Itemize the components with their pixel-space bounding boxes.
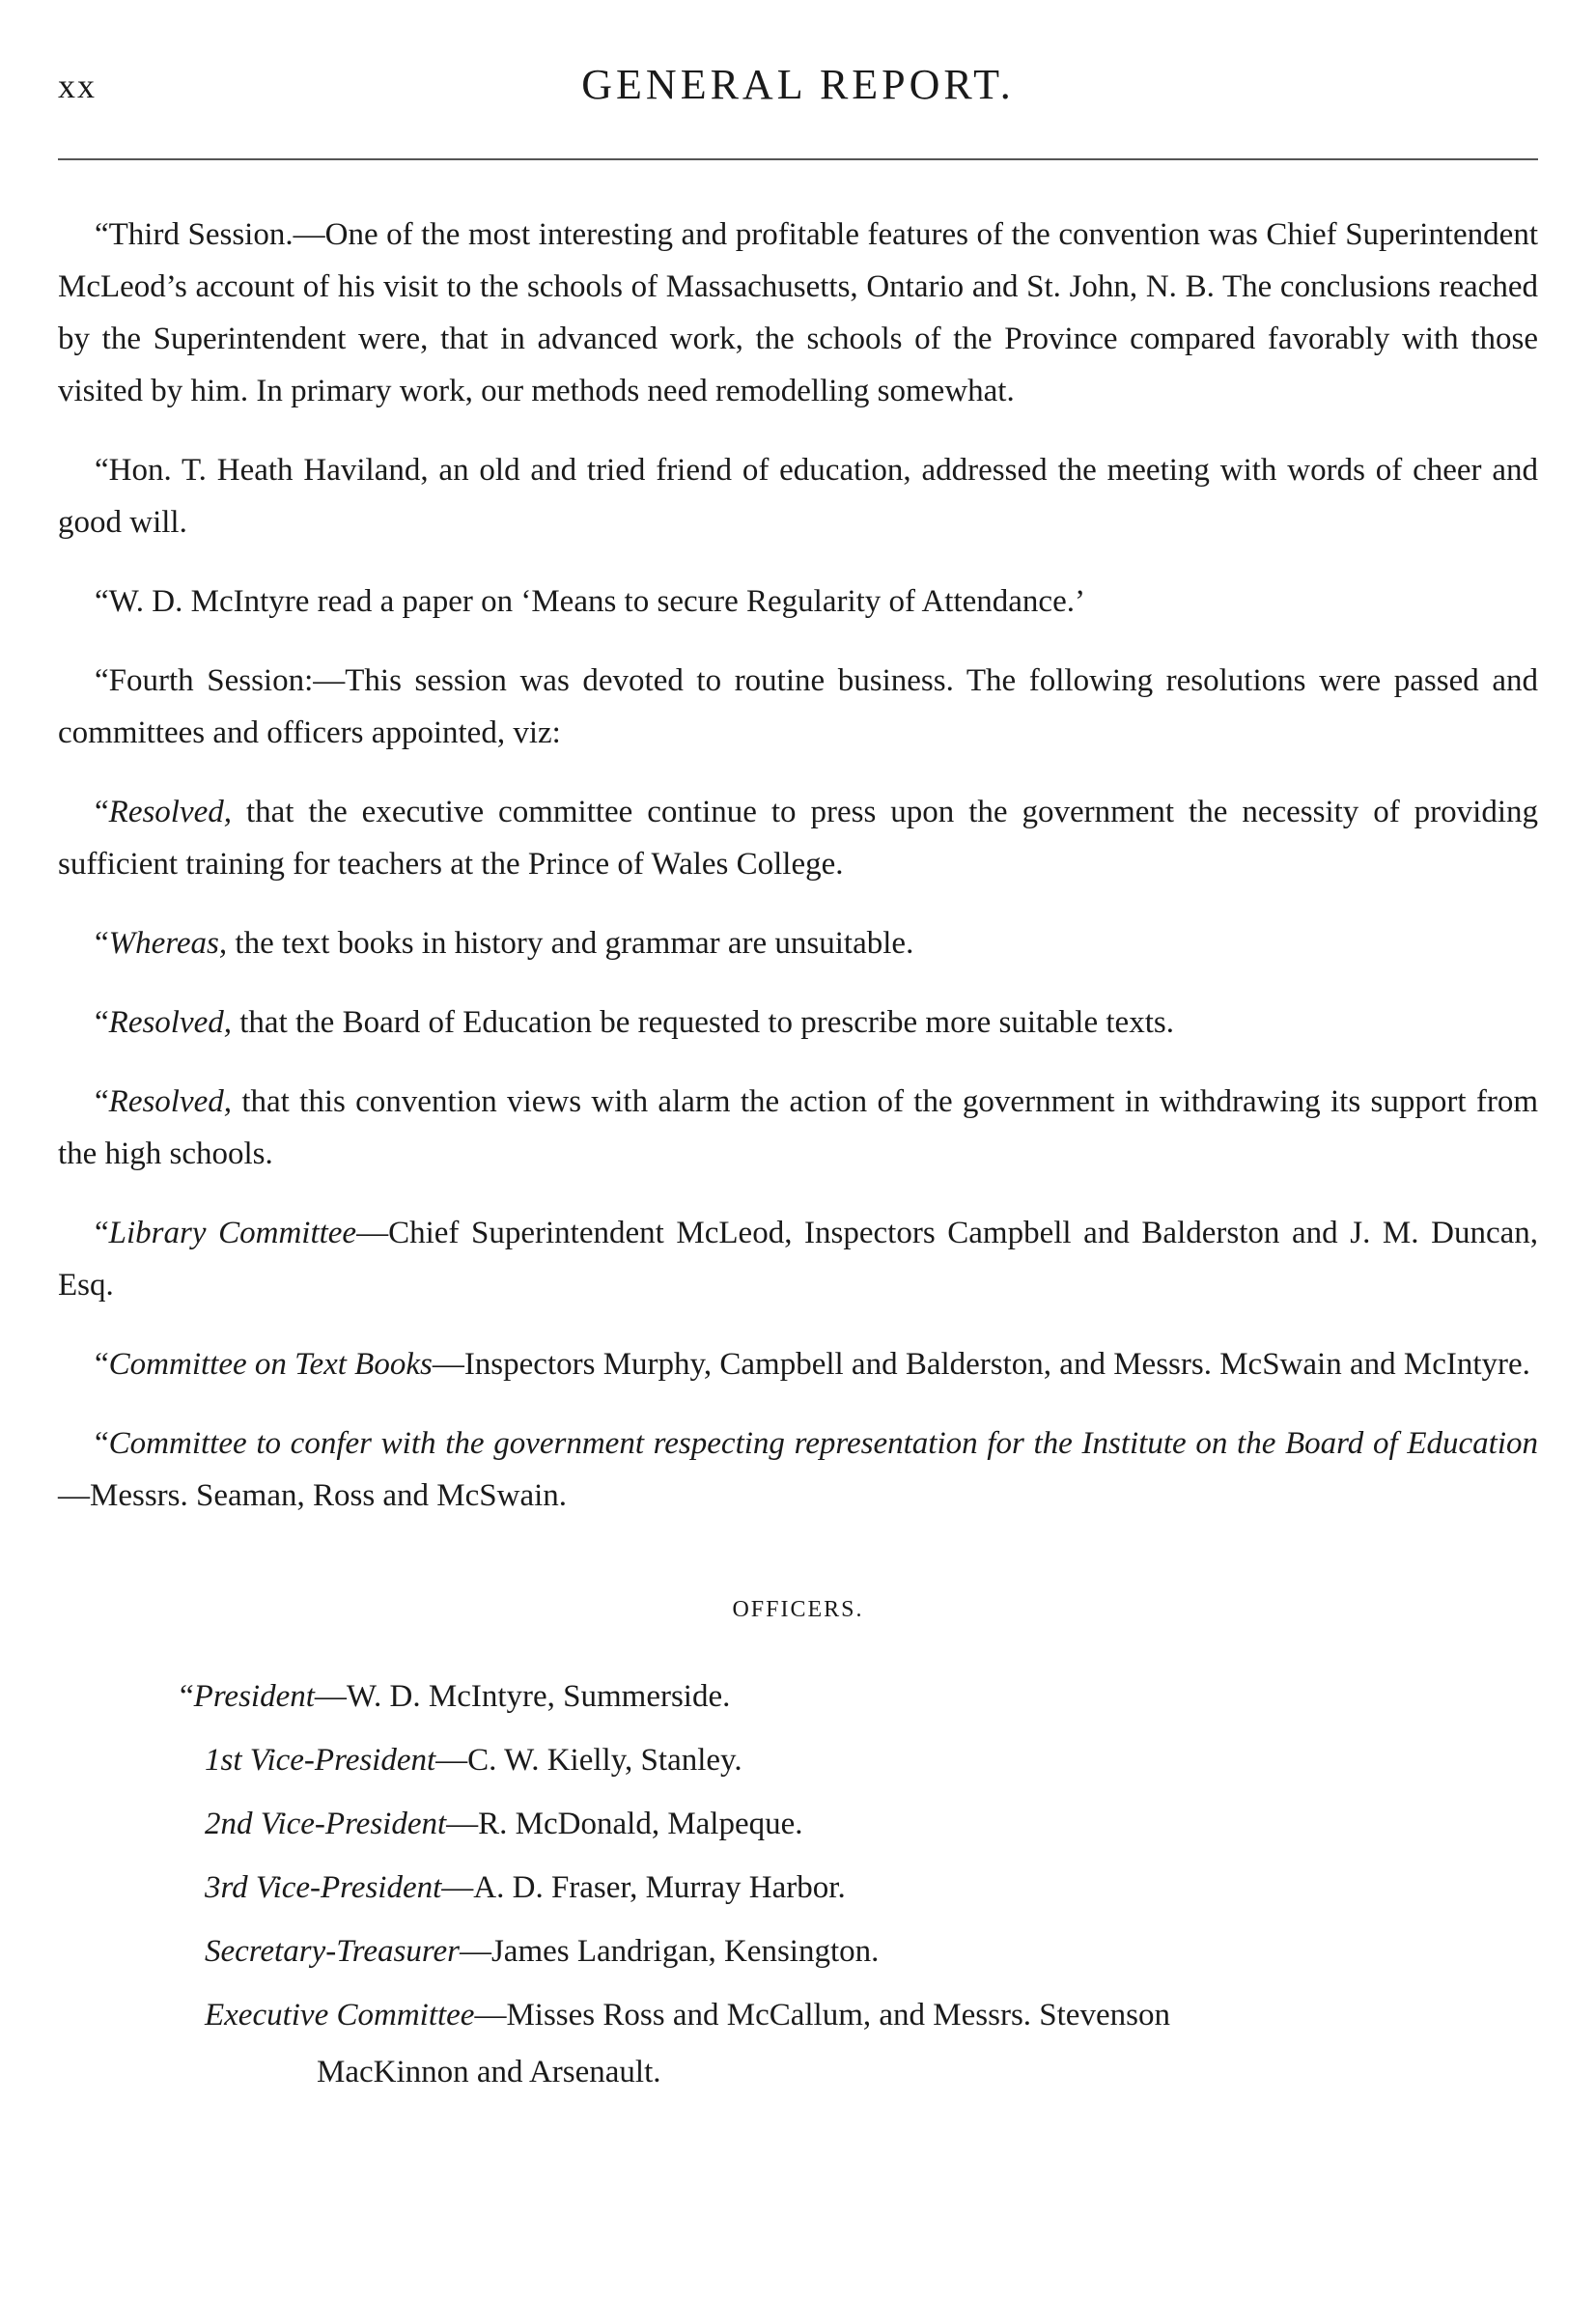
paragraph-text: —Messrs. Seaman, Ross and McSwain. bbox=[58, 1478, 568, 1513]
officer-role: Executive Committee bbox=[205, 1998, 475, 2033]
paragraph-text: that this convention views with alarm the action of the government in withdrawing its support from the high schools. bbox=[58, 1084, 1538, 1171]
officer-name: —C. W. Kielly, Stanley. bbox=[435, 1743, 742, 1778]
officer-name: —A. D. Fraser, Murray Harbor. bbox=[441, 1870, 846, 1905]
paragraph-text: “W. D. McIntyre read a paper on ‘Means to secure Regularity of Attendance.’ bbox=[95, 584, 1085, 619]
text-books-committee bbox=[58, 1338, 1538, 1390]
officer-role: 1st Vice-President bbox=[205, 1743, 436, 1778]
paragraph-text: “Fourth Session:—This session was devoted to routine business. The following resolutions were passed and committees and officers appointed, viz: bbox=[58, 663, 1538, 750]
page-title: GENERAL REPORT. bbox=[581, 61, 1015, 108]
running-head bbox=[58, 60, 1538, 118]
paragraph-text: that the executive committee continue to press upon the government the necessity of providing sufficient training for teachers at the Prince of Wales College. bbox=[58, 795, 1538, 882]
paragraph-text: —Inspectors Murphy, Campbell and Balderston, and Messrs. McSwain and McIntyre. bbox=[432, 1347, 1530, 1382]
officer-3rd-vice-president bbox=[180, 1856, 1538, 1920]
resolution-keyword: Whereas, bbox=[108, 926, 228, 961]
officer-name-continuation: MacKinnon and Arsenault. bbox=[317, 2055, 661, 2089]
paragraph-text: that the Board of Education be requested to prescribe more suitable texts. bbox=[232, 1005, 1174, 1040]
officers-list bbox=[58, 1665, 1538, 2097]
resolution-texts bbox=[58, 996, 1538, 1049]
quote-mark: “ bbox=[95, 1347, 109, 1382]
quote-mark: “ bbox=[180, 1679, 194, 1714]
paragraph-lead: “Third Session.— bbox=[95, 217, 325, 252]
representation-committee bbox=[58, 1417, 1538, 1522]
committee-name: Library Committee bbox=[108, 1216, 357, 1250]
resolution-keyword: Resolved, bbox=[108, 1005, 233, 1040]
paragraph-mcintyre-paper bbox=[58, 575, 1538, 628]
officer-role: President bbox=[193, 1679, 315, 1714]
quote-mark: “ bbox=[95, 1084, 109, 1119]
quote-mark: “ bbox=[95, 1005, 109, 1040]
resolution-high-schools bbox=[58, 1076, 1538, 1180]
paragraph-text: —Chief Superintendent McLeod, Inspectors Campbell and Balderston and J. M. Duncan, Esq. bbox=[58, 1216, 1538, 1303]
report-body bbox=[58, 209, 1538, 2097]
paragraph-third-session bbox=[58, 209, 1538, 417]
officers-heading: OFFICERS. bbox=[732, 1597, 864, 1622]
officer-role: Secretary-Treasurer bbox=[205, 1934, 460, 1969]
officer-name: —James Landrigan, Kensington. bbox=[459, 1934, 880, 1969]
quote-mark: “ bbox=[95, 1426, 109, 1461]
resolution-keyword: Resolved, bbox=[108, 1084, 233, 1119]
officer-president bbox=[180, 1665, 1538, 1728]
resolution-training bbox=[58, 786, 1538, 890]
paragraph-text: “Hon. T. Heath Haviland, an old and tried friend of education, addressed the meeting with words of cheer and good will. bbox=[58, 453, 1538, 540]
paragraph-haviland bbox=[58, 444, 1538, 548]
officer-1st-vice-president bbox=[180, 1728, 1538, 1792]
officer-role: 3rd Vice-President bbox=[205, 1870, 442, 1905]
committee-name: Committee on Text Books bbox=[108, 1347, 433, 1382]
quote-mark: “ bbox=[95, 1216, 109, 1250]
resolution-keyword: Resolved, bbox=[108, 795, 233, 829]
page-number: xx bbox=[58, 67, 97, 105]
officer-executive-committee bbox=[180, 1983, 1538, 2097]
committee-name: Committee to confer with the government respecting representation for the Institute on the Board of Education bbox=[108, 1426, 1538, 1461]
quote-mark: “ bbox=[95, 795, 109, 829]
paragraph-fourth-session bbox=[58, 655, 1538, 759]
header-rule bbox=[58, 158, 1538, 160]
quote-mark: “ bbox=[95, 926, 109, 961]
officer-name: —Misses Ross and McCallum, and Messrs. Stevenson bbox=[474, 1998, 1170, 2033]
paragraph-text: the text books in history and grammar are unsuitable. bbox=[227, 926, 914, 961]
officer-role: 2nd Vice-President bbox=[205, 1807, 447, 1841]
officer-2nd-vice-president bbox=[180, 1792, 1538, 1856]
officer-name: —R. McDonald, Malpeque. bbox=[446, 1807, 803, 1841]
library-committee bbox=[58, 1207, 1538, 1311]
officer-name: —W. D. McIntyre, Summerside. bbox=[314, 1679, 731, 1714]
officer-secretary-treasurer bbox=[180, 1920, 1538, 1983]
paragraph-text: One of the most interesting and profitable features of the convention was Chief Superintendent McLeod’s account of his visit to the schools of Massachusetts, Ontario and St. John, N. B. The conclusions reached by the Superintendent were, that in advanced work, the schools of the Province compared favorably with those visited by him. In primary work, our methods need remodelling somewhat. bbox=[58, 217, 1538, 408]
whereas-text-books bbox=[58, 917, 1538, 969]
